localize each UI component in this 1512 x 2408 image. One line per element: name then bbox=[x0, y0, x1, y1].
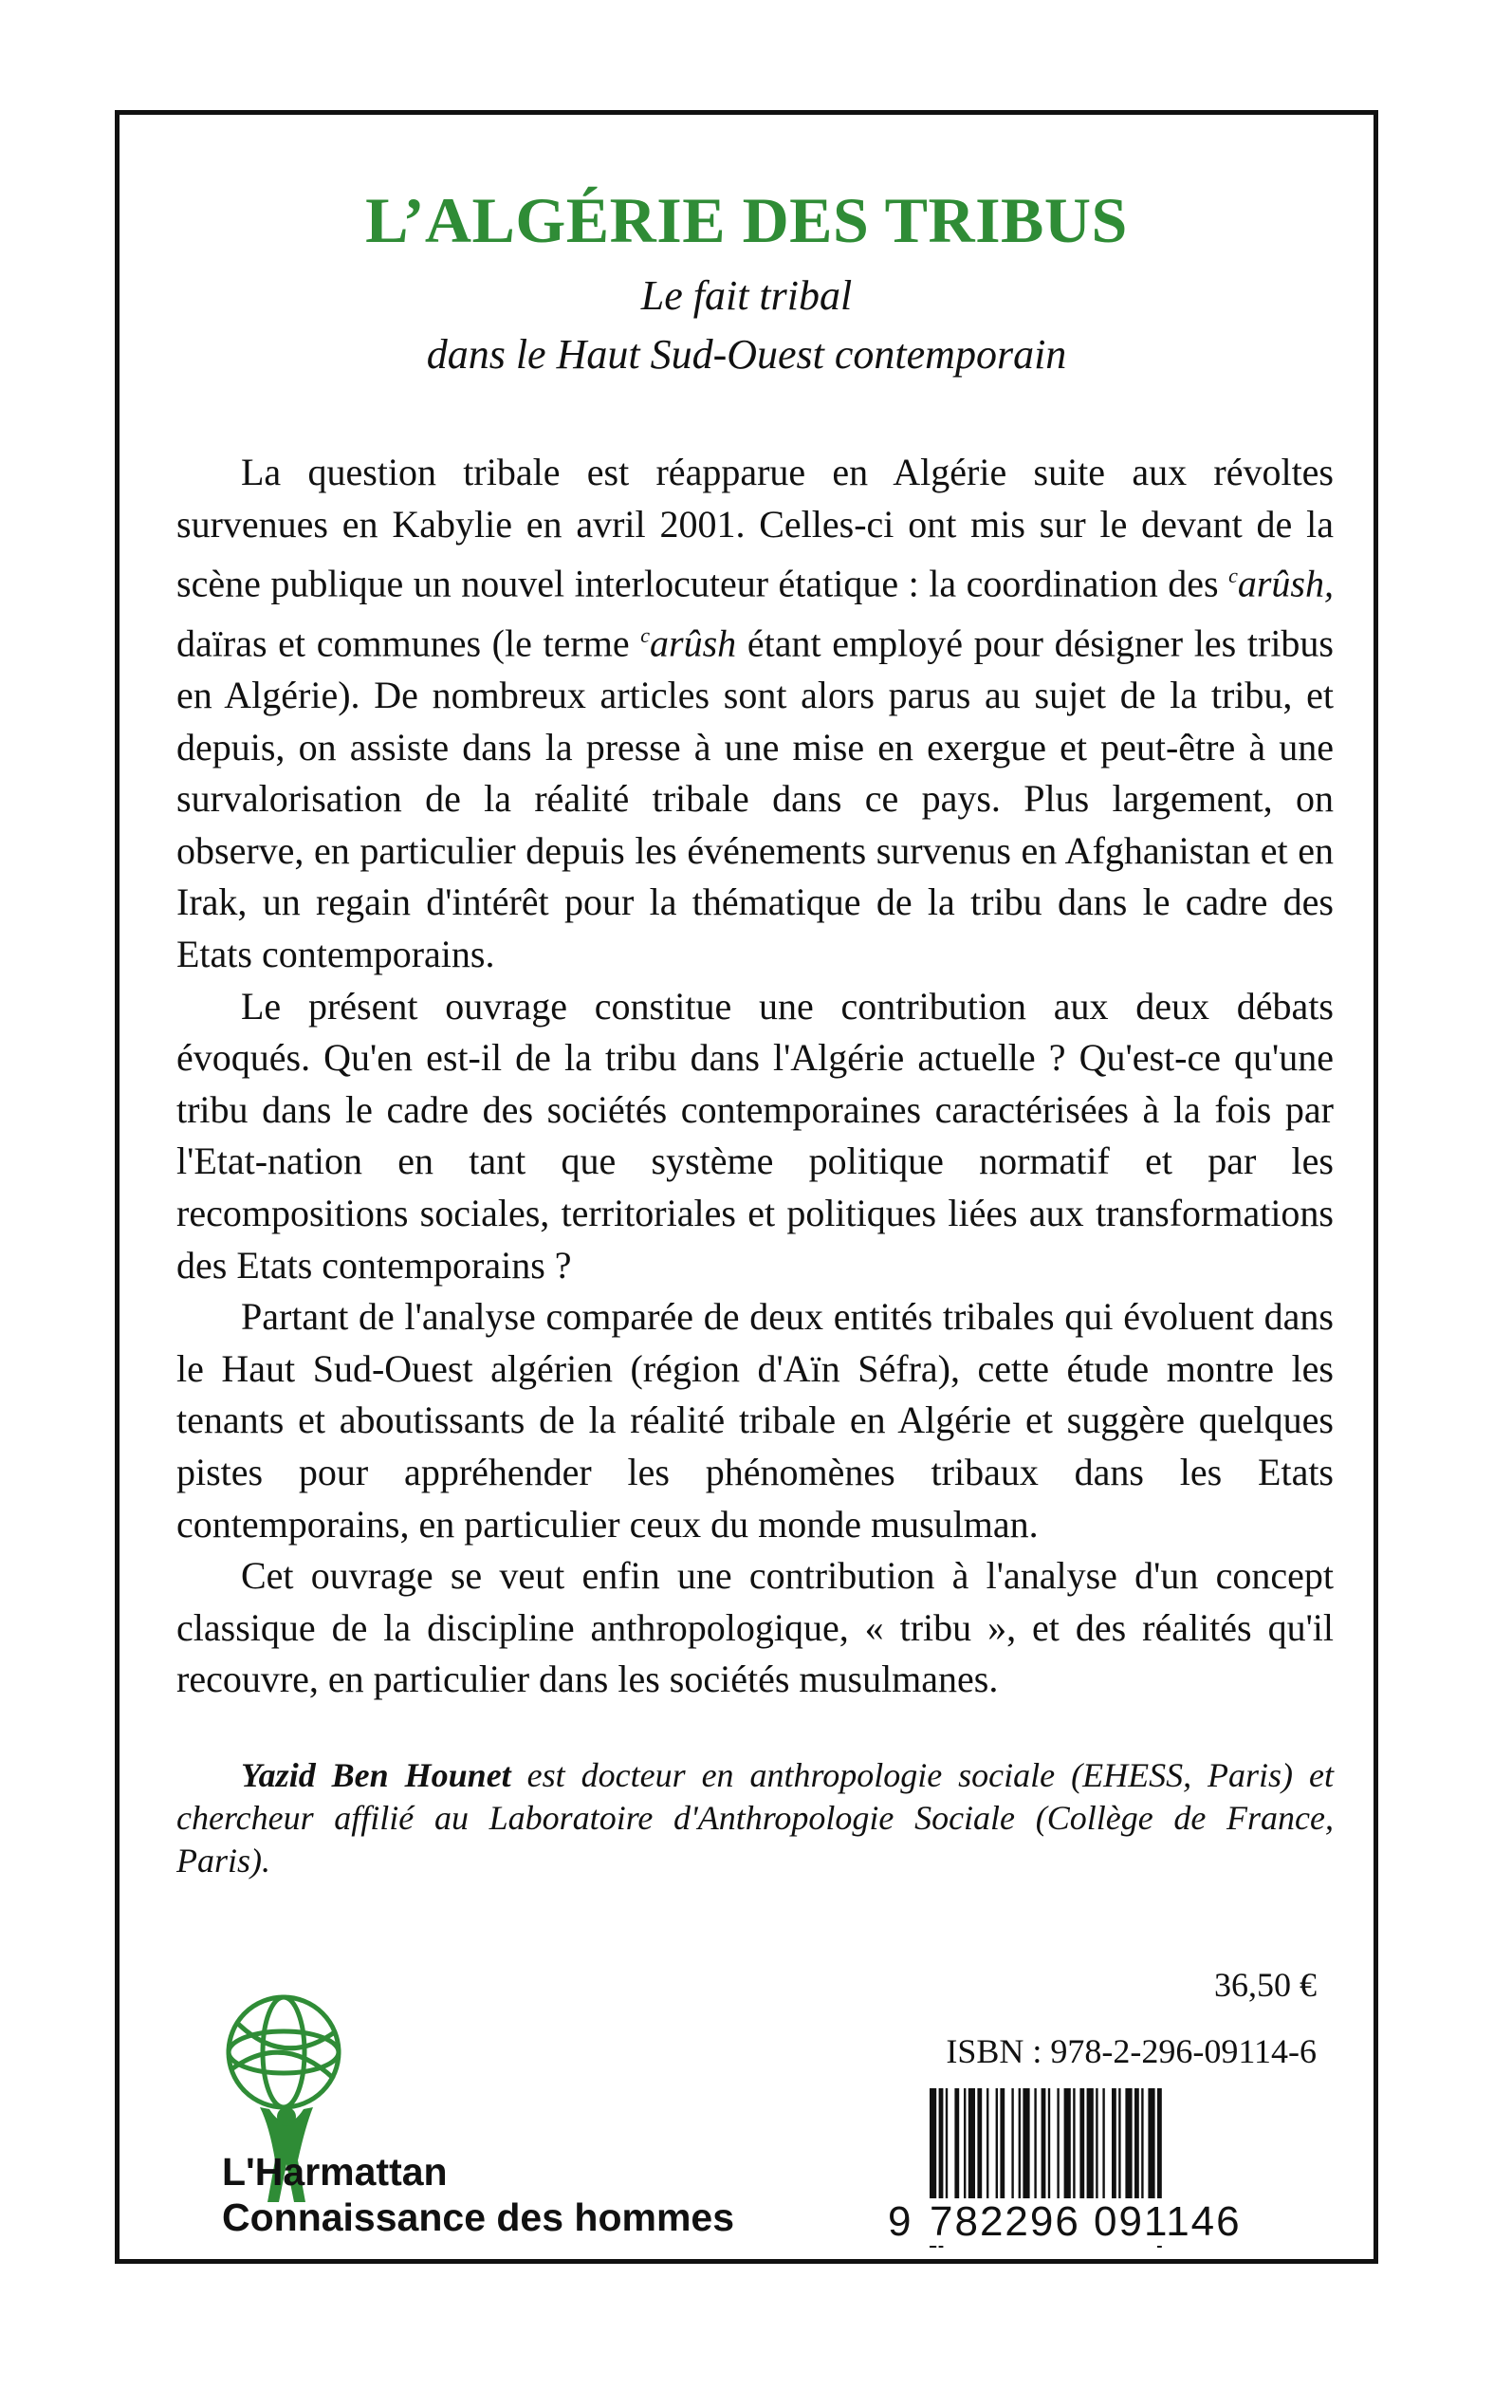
barcode-bar bbox=[1042, 2088, 1046, 2202]
barcode-bar bbox=[1073, 2088, 1075, 2202]
barcode-bar bbox=[986, 2088, 988, 2202]
barcode-bar bbox=[1125, 2088, 1132, 2202]
paragraph-2: Le présent ouvrage constitue une contribution aux deux débats évoqués. Qu'en est-il de la tribu dans l'Algérie actuelle ? Qu'est-ce qu'une tribu dans le cadre des sociétés contemporaines caractérisées à la fois par l'Etat-nation en tant que système politique normatif et par les recompositions sociales, territoriales et politiques liées aux transformations des Etats contemporains ? bbox=[176, 984, 1334, 1287]
paragraph-3: Partant de l'analyse comparée de deux entités tribales qui évoluent dans le Haut Sud-Ouest algérien (région d'Aïn Séfra), cette étude montre les tenants et aboutissants de la réalité tribale en Algérie et suggère quelques pistes pour appréhender les phénomènes tribaux dans les Etats contemporains, en particulier ceux du monde musulman. bbox=[176, 1295, 1334, 1546]
barcode-bar bbox=[1102, 2088, 1104, 2202]
barcode-bar bbox=[1112, 2088, 1116, 2202]
barcode-bar bbox=[1000, 2088, 1005, 2202]
book-subtitle bbox=[120, 267, 1374, 384]
barcode-bar bbox=[1096, 2088, 1097, 2202]
isbn: ISBN : 978-2-296-09114-6 bbox=[946, 2032, 1317, 2070]
barcode-bar bbox=[1048, 2088, 1050, 2202]
barcode-bar bbox=[1118, 2088, 1120, 2202]
barcode-bar bbox=[1079, 2088, 1084, 2202]
cover-frame bbox=[115, 110, 1378, 2264]
author-name: Yazid Ben Hounet bbox=[241, 1756, 511, 1794]
barcode-bar bbox=[1148, 2088, 1154, 2202]
publisher-series: Connaissance des hommes bbox=[222, 2195, 735, 2239]
barcode-bar bbox=[1011, 2088, 1013, 2202]
barcode-bar bbox=[1034, 2088, 1036, 2202]
barcode-bar bbox=[977, 2088, 982, 2202]
barcode-first-digit: 9 bbox=[888, 2198, 913, 2245]
barcode-bar bbox=[1057, 2088, 1059, 2202]
barcode-bar bbox=[1134, 2088, 1139, 2202]
paragraph-1: La question tribale est réapparue en Algérie suite aux révoltes survenues en Kabylie en avril 2001. Celles-ci ont mis sur le devant de la scène publique un nouvel interlocuteur étatique : la coordination des $^c$arûsh, daïras et communes (le terme $^c$arûsh étant employé pour désigner les tribus en Algérie). De nombreux articles sont alors parus au sujet de la tribu, et depuis, on assiste dans la presse à une mise en exergue et peut-être à une survalorisation de la réalité tribale dans ce pays. Plus largement, on observe, en particulier depuis les événements survenus en Afghanistan et en Irak, un regain d'intérêt pour la thématique de la tribu dans le cadre des Etats contemporains. bbox=[176, 451, 1334, 975]
subtitle-line-2: dans le Haut Sud-Ouest contemporain bbox=[426, 331, 1067, 378]
price: 36,50 € bbox=[1214, 1966, 1317, 2004]
barcode-bar bbox=[1087, 2088, 1094, 2202]
barcode-bar bbox=[996, 2088, 998, 2202]
barcode-number: 782296 091146 bbox=[930, 2198, 1242, 2245]
barcode-bar bbox=[964, 2088, 966, 2202]
barcode-bar bbox=[946, 2088, 948, 2202]
barcode-bar bbox=[1141, 2088, 1143, 2202]
subtitle-line-1: Le fait tribal bbox=[640, 272, 853, 319]
barcode-bar bbox=[954, 2088, 959, 2202]
barcode-bar bbox=[1064, 2088, 1071, 2202]
barcode-bar bbox=[968, 2088, 975, 2202]
author-bio: Yazid Ben Hounet est docteur en anthropologie sociale (EHESS, Paris) et chercheur affilié au Laboratoire d'Anthropologie Sociale (Collège de France, Paris). bbox=[176, 1756, 1335, 1880]
publisher-name: L'Harmattan bbox=[222, 2150, 448, 2194]
back-cover-text bbox=[176, 447, 1334, 1706]
barcode-bar bbox=[1019, 2088, 1021, 2202]
book-title: L’ALGÉRIE DES TRIBUS bbox=[365, 184, 1128, 256]
barcode-bar bbox=[1023, 2088, 1029, 2202]
paragraph-4: Cet ouvrage se veut enfin une contribution à l'analyse d'un concept classique de la discipline anthropologique, « tribu », et des réalités qu'il recouvre, en particulier dans les sociétés musulmanes. bbox=[176, 1554, 1334, 1701]
